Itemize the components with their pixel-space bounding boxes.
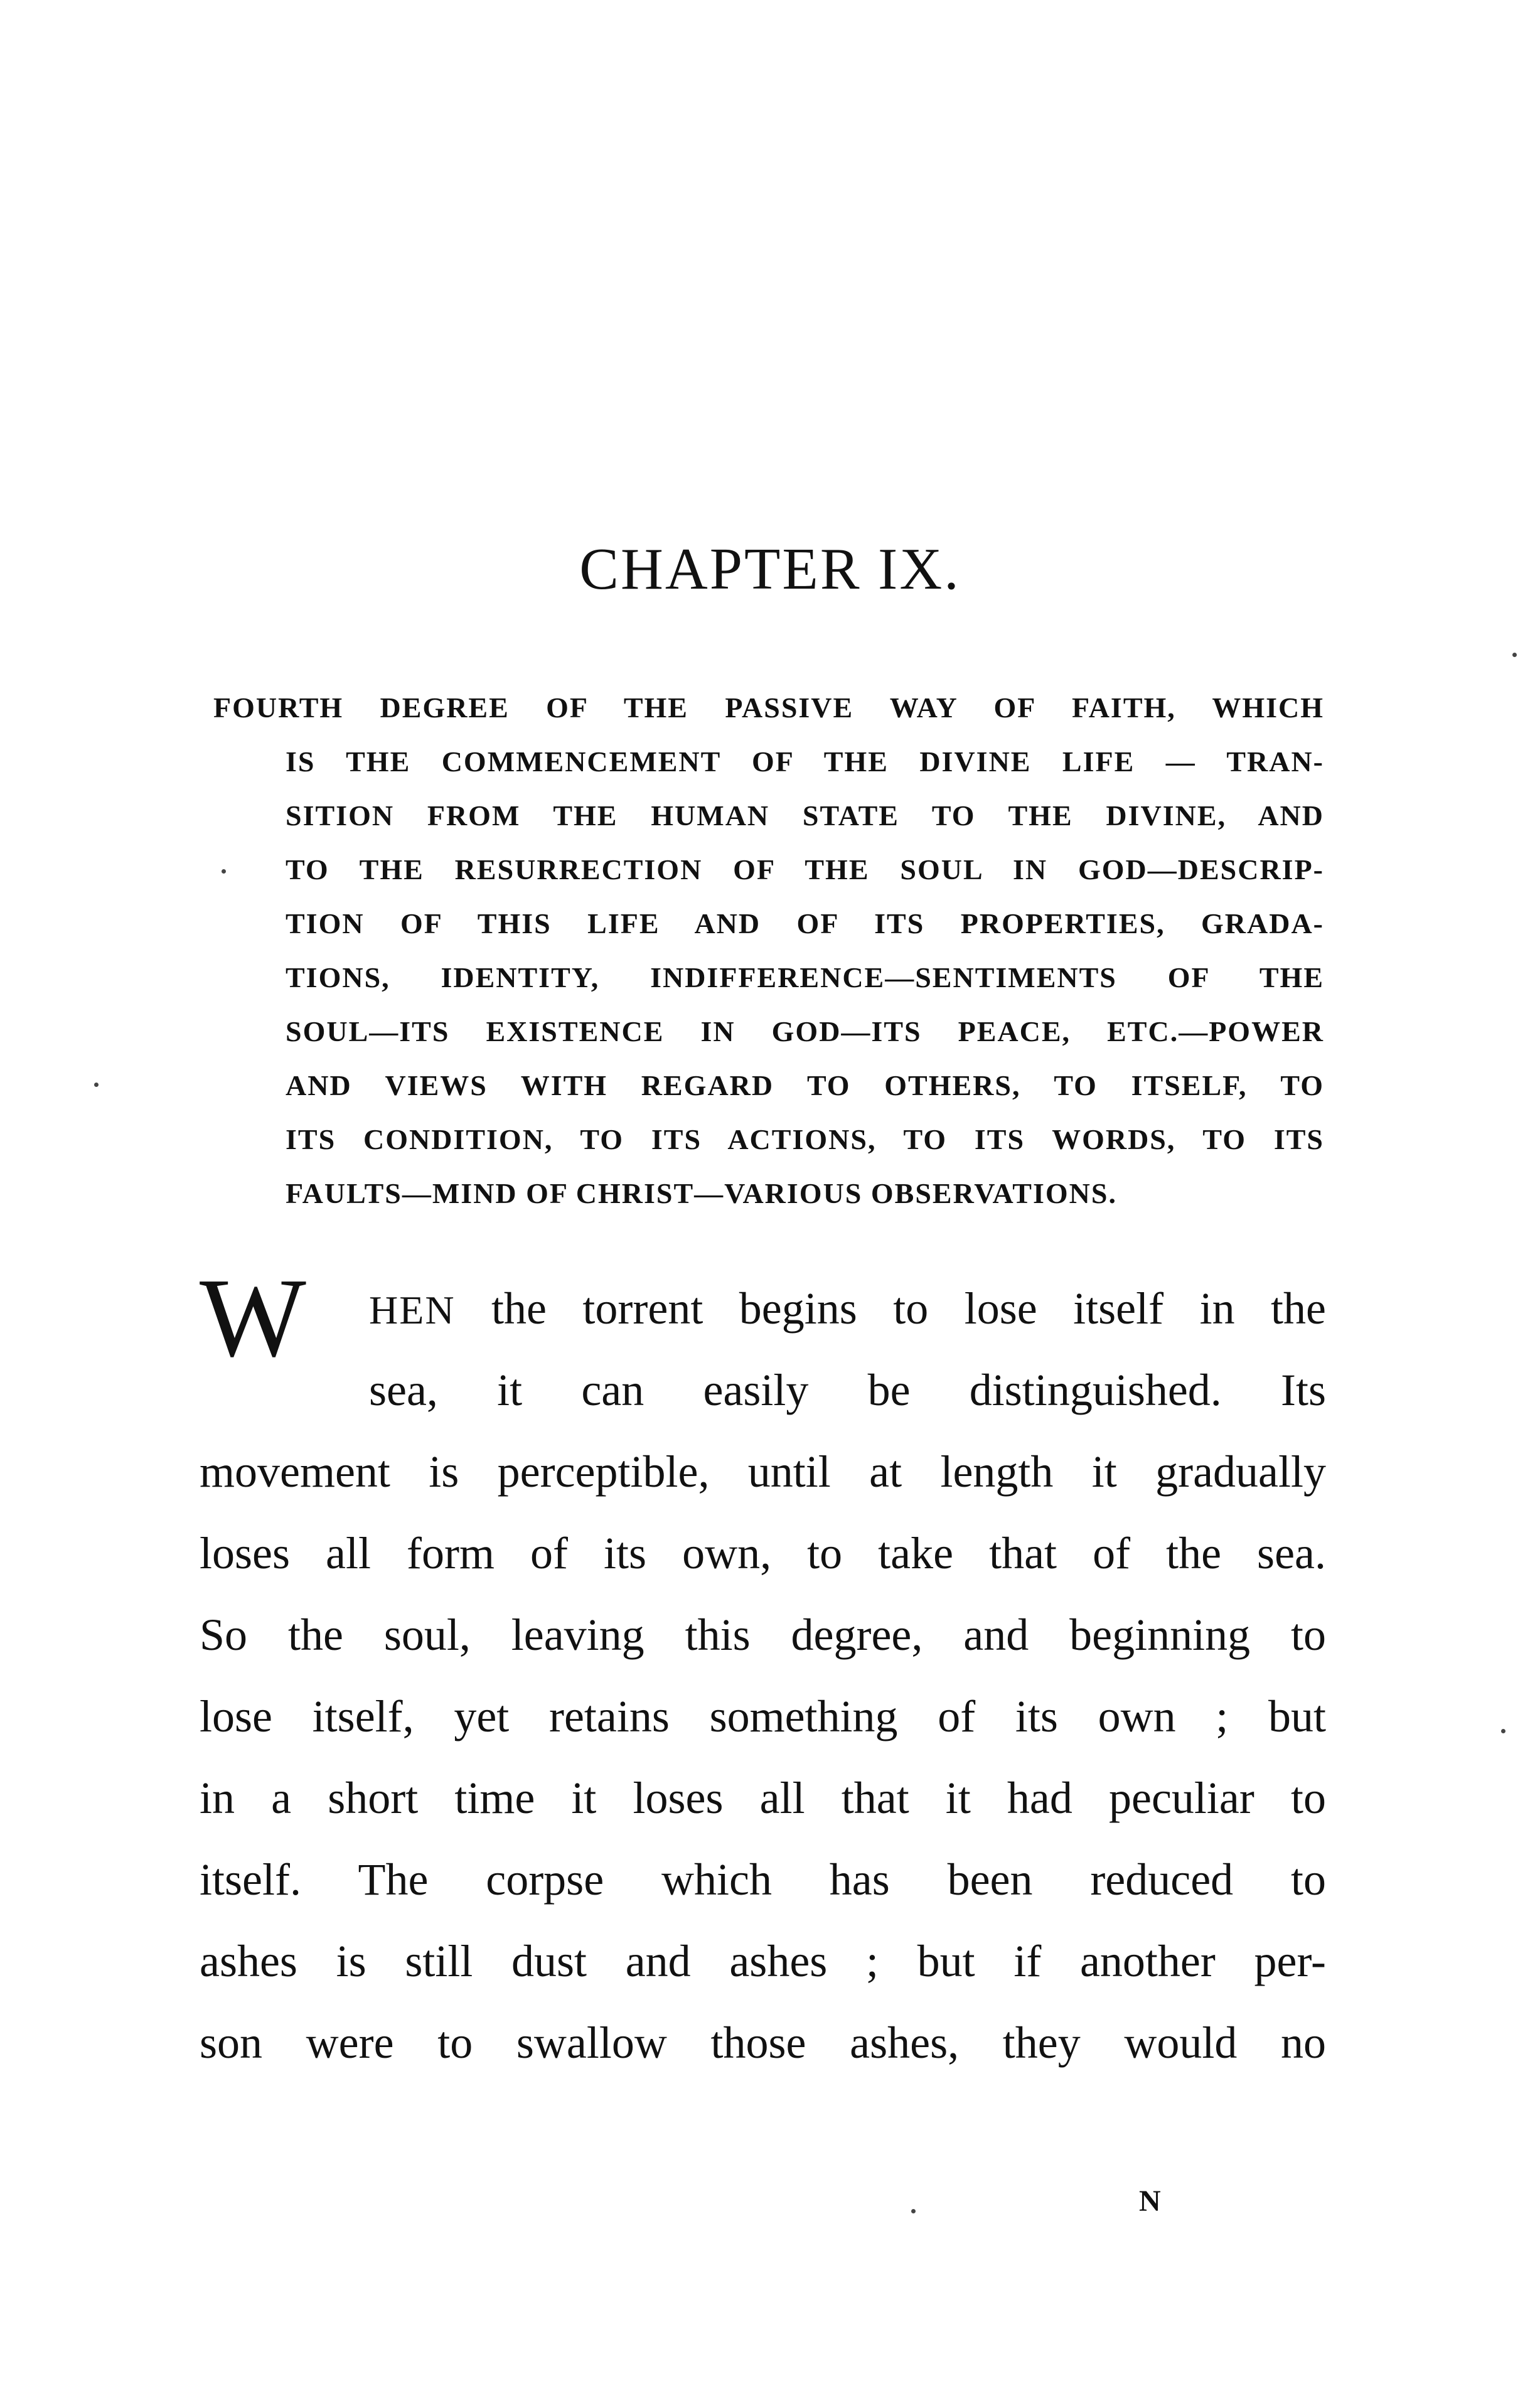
summary-line: IS THE COMMENCEMENT OF THE DIVINE LIFE — TRAN-: [286, 746, 1324, 778]
scan-speck: [911, 2209, 916, 2213]
body-line: son were to swallow those ashes, they would no: [200, 2018, 1326, 2068]
summary-line: TIONS, IDENTITY, INDIFFERENCE—SENTIMENTS OF THE: [286, 961, 1324, 993]
body-line: lose itself, yet retains something of its own ; but: [200, 1691, 1326, 1741]
body-line: in a short time it loses all that it had peculiar to: [200, 1773, 1326, 1823]
summary-line: SOUL—ITS EXISTENCE IN GOD—ITS PEACE, ETC.—POWER: [286, 1015, 1324, 1047]
body-line: ashes is still dust and ashes ; but if another per-: [200, 1936, 1326, 1986]
summary-line: FOURTH DEGREE OF THE PASSIVE WAY OF FAITH, WHICH: [213, 692, 1324, 724]
body-line: itself. The corpse which has been reduced to: [200, 1854, 1326, 1905]
summary-line: SITION FROM THE HUMAN STATE TO THE DIVINE, AND: [286, 800, 1324, 832]
summary-line: TION OF THIS LIFE AND OF ITS PROPERTIES, GRADA-: [286, 907, 1324, 939]
summary-line: FAULTS—MIND OF CHRIST—VARIOUS OBSERVATIONS.: [286, 1177, 1117, 1209]
body-line: So the soul, leaving this degree, and beginning to: [200, 1610, 1326, 1660]
summary-line: AND VIEWS WITH REGARD TO OTHERS, TO ITSELF, TO: [286, 1069, 1324, 1101]
first-word-rest: HEN: [369, 1288, 456, 1332]
scan-speck: [1501, 1729, 1505, 1733]
chapter-summary: [213, 681, 1324, 1221]
body-line: sea, it can easily be distinguished. Its: [369, 1365, 1326, 1415]
scan-speck: [94, 1083, 99, 1087]
summary-line: ITS CONDITION, TO ITS ACTIONS, TO ITS WORDS, TO ITS: [286, 1123, 1324, 1155]
drop-cap: W: [200, 1255, 306, 1380]
body-line: movement is perceptible, until at length it gradually: [200, 1447, 1326, 1497]
body-line: loses all form of its own, to take that of the sea.: [200, 1528, 1326, 1578]
first-line-text: the torrent begins to lose itself in the: [491, 1283, 1326, 1334]
chapter-title: CHAPTER IX.: [579, 537, 961, 602]
scan-speck: [222, 869, 226, 874]
body-first-line: [369, 1268, 1326, 1349]
body-text: [200, 1268, 1326, 2083]
signature-mark: N: [1139, 2185, 1161, 2218]
scan-speck: [1512, 653, 1517, 657]
summary-line: TO THE RESURRECTION OF THE SOUL IN GOD—DESCRIP-: [286, 853, 1324, 885]
